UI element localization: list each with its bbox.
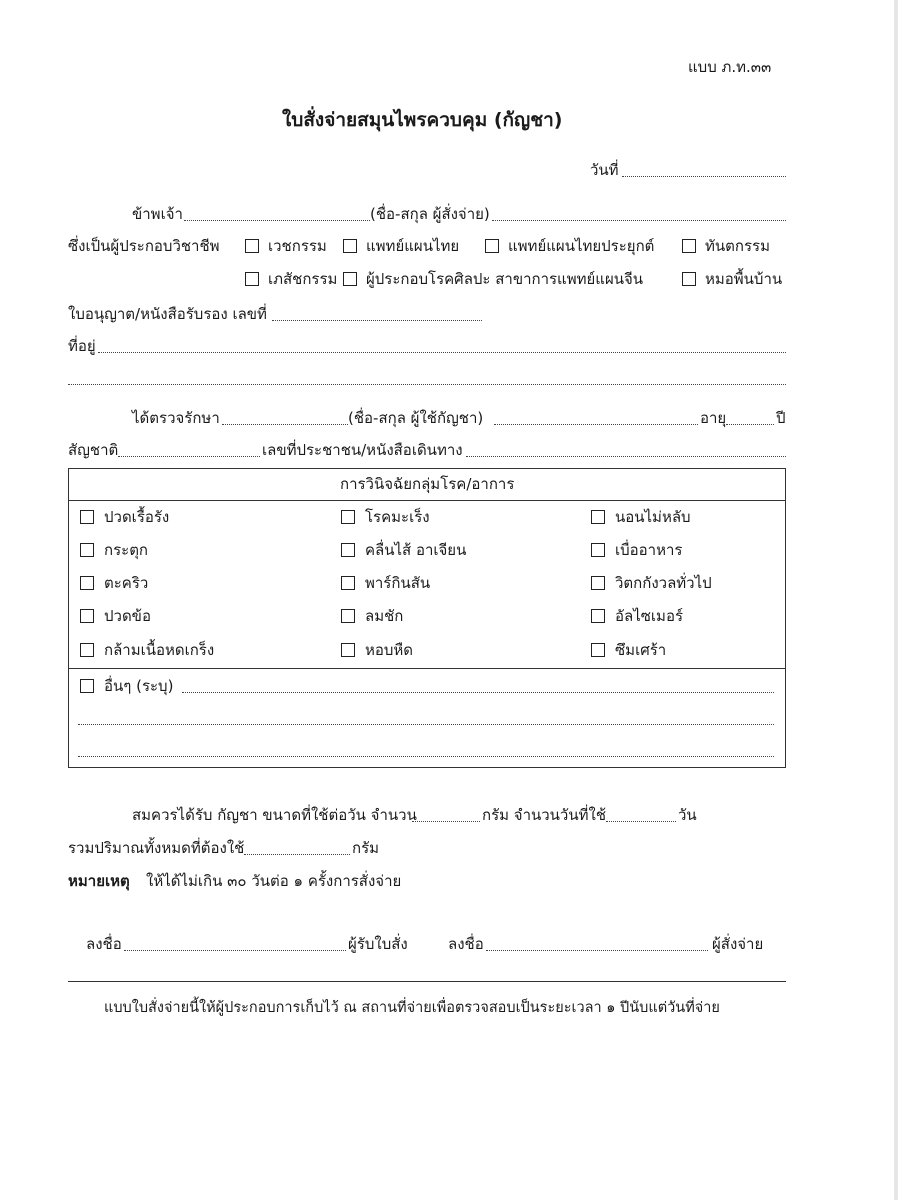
diagnosis-checkbox[interactable]: [80, 609, 94, 623]
sign-label: ลงชื่อ: [448, 935, 484, 953]
diagnosis-checkbox[interactable]: [591, 510, 605, 524]
diagnosis-option: ซึมเศร้า: [615, 641, 667, 659]
diagnosis-option: วิตกกังวลทั่วไป: [615, 574, 712, 592]
prescriber-label: ข้าพเจ้า: [132, 205, 183, 223]
address-field[interactable]: [98, 352, 786, 353]
note-label: หมายเหตุ: [68, 872, 130, 890]
address-field-2[interactable]: [68, 384, 786, 385]
profession-checkbox[interactable]: [245, 272, 259, 286]
profession-option: แพทย์แผนไทย: [366, 237, 460, 255]
diagnosis-option: ตะคริว: [104, 574, 149, 592]
diagnosis-option: โรคมะเร็ง: [365, 508, 430, 526]
id-field[interactable]: [466, 456, 786, 457]
dosage-line2-a: รวมปริมาณทั้งหมดที่ต้องใช้: [68, 839, 245, 857]
date-field[interactable]: [622, 176, 786, 177]
daily-dose-field[interactable]: [412, 821, 480, 822]
form-title: ใบสั่งจ่ายสมุนไพรควบคุม (กัญชา): [282, 109, 563, 131]
dosage-line1-b: กรัม จำนวนวันที่ใช้: [482, 806, 607, 824]
diagnosis-option: อัลไซเมอร์: [615, 607, 684, 625]
diagnosis-checkbox[interactable]: [591, 543, 605, 557]
id-label: เลขที่ประชาชน/หนังสือเดินทาง: [262, 441, 463, 459]
diagnosis-option: หอบหืด: [365, 641, 414, 659]
treated-label: ได้ตรวจรักษา: [132, 409, 220, 427]
form-code: แบบ ภ.ท.๓๓: [688, 58, 772, 76]
table-divider: [68, 668, 786, 669]
profession-checkbox[interactable]: [682, 239, 696, 253]
age-label: อายุ: [700, 409, 727, 427]
other-field-3[interactable]: [78, 756, 774, 757]
nationality-field[interactable]: [118, 456, 260, 457]
diagnosis-checkbox[interactable]: [341, 510, 355, 524]
diagnosis-option: กระตุก: [104, 541, 149, 559]
diagnosis-option: ลมชัก: [365, 607, 404, 625]
age-field[interactable]: [726, 424, 774, 425]
profession-option: เภสัชกรรม: [268, 270, 338, 288]
profession-option: ผู้ประกอบโรคศิลปะ สาขาการแพทย์แผนจีน: [366, 270, 644, 288]
date-label: วันที่: [590, 161, 619, 179]
other-label: อื่นๆ (ระบุ): [104, 677, 174, 695]
total-amount-field[interactable]: [244, 854, 350, 855]
prescriber-name-field[interactable]: [184, 220, 370, 221]
diagnosis-checkbox[interactable]: [80, 643, 94, 657]
diagnosis-option: กล้ามเนื้อหดเกร็ง: [104, 641, 215, 659]
profession-label: ซึ่งเป็นผู้ประกอบวิชาชีพ: [68, 237, 220, 255]
license-field[interactable]: [272, 320, 482, 321]
prescriber-sign-label: ผู้สั่งจ่าย: [712, 935, 764, 953]
profession-option: หมอพื้นบ้าน: [705, 270, 783, 288]
note-text: ให้ได้ไม่เกิน ๓๐ วันต่อ ๑ ครั้งการสั่งจ่าย: [146, 872, 402, 890]
dosage-line2-b: กรัม: [352, 839, 380, 857]
profession-checkbox[interactable]: [245, 239, 259, 253]
diagnosis-option: เบื่ออาหาร: [615, 541, 683, 559]
diagnosis-option: ปวดเรื้อรัง: [104, 508, 170, 526]
profession-checkbox[interactable]: [343, 272, 357, 286]
prescriber-name-field-2[interactable]: [492, 220, 786, 221]
prescriber-name-hint: (ชื่อ-สกุล ผู้สั่งจ่าย): [370, 205, 490, 223]
profession-option: แพทย์แผนไทยประยุกต์: [508, 237, 655, 255]
profession-checkbox[interactable]: [682, 272, 696, 286]
patient-name-field-2[interactable]: [494, 424, 698, 425]
profession-option: เวชกรรม: [268, 237, 327, 255]
diagnosis-checkbox[interactable]: [341, 576, 355, 590]
diagnosis-option: พาร์กินสัน: [365, 574, 431, 592]
days-field[interactable]: [606, 821, 676, 822]
prescriber-sign-field[interactable]: [486, 950, 708, 951]
diagnosis-checkbox[interactable]: [341, 609, 355, 623]
dosage-line1-a: สมควรได้รับ กัญชา ขนาดที่ใช้ต่อวัน จำนวน: [132, 806, 417, 824]
footer-text: แบบใบสั่งจ่ายนี้ให้ผู้ประกอบการเก็บไว้ ณ สถานที่จ่ายเพื่อตรวจสอบเป็นระยะเวลา ๑ ปีนับแต่วันที่จ่าย: [104, 1000, 720, 1016]
page-edge: [894, 0, 898, 1200]
patient-name-field[interactable]: [222, 424, 348, 425]
profession-checkbox[interactable]: [343, 239, 357, 253]
diagnosis-checkbox[interactable]: [80, 576, 94, 590]
footer-divider: [68, 981, 786, 982]
diagnosis-option: ปวดข้อ: [104, 607, 151, 625]
nationality-label: สัญชาติ: [68, 441, 119, 459]
diagnosis-checkbox[interactable]: [80, 543, 94, 557]
other-field-2[interactable]: [78, 724, 774, 725]
other-checkbox[interactable]: [80, 679, 94, 693]
sign-label: ลงชื่อ: [86, 935, 122, 953]
year-label: ปี: [776, 409, 786, 427]
profession-option: ทันตกรรม: [705, 237, 770, 255]
diagnosis-checkbox[interactable]: [591, 576, 605, 590]
diagnosis-option: นอนไม่หลับ: [615, 508, 691, 526]
other-field[interactable]: [182, 692, 774, 693]
diagnosis-checkbox[interactable]: [591, 609, 605, 623]
diagnosis-header: การวินิจฉัยกลุ่มโรค/อาการ: [340, 475, 515, 493]
receiver-label: ผู้รับใบสั่ง: [348, 935, 408, 953]
address-label: ที่อยู่: [68, 337, 96, 355]
receiver-sign-field[interactable]: [124, 950, 346, 951]
diagnosis-checkbox[interactable]: [80, 510, 94, 524]
patient-name-hint: (ชื่อ-สกุล ผู้ใช้กัญชา): [348, 409, 484, 427]
license-label: ใบอนุญาต/หนังสือรับรอง เลขที่: [68, 305, 267, 323]
profession-checkbox[interactable]: [485, 239, 499, 253]
table-divider: [68, 500, 786, 501]
diagnosis-checkbox[interactable]: [591, 643, 605, 657]
diagnosis-option: คลื่นไส้ อาเจียน: [365, 541, 467, 559]
dosage-line1-c: วัน: [678, 806, 697, 824]
diagnosis-checkbox[interactable]: [341, 543, 355, 557]
diagnosis-checkbox[interactable]: [341, 643, 355, 657]
